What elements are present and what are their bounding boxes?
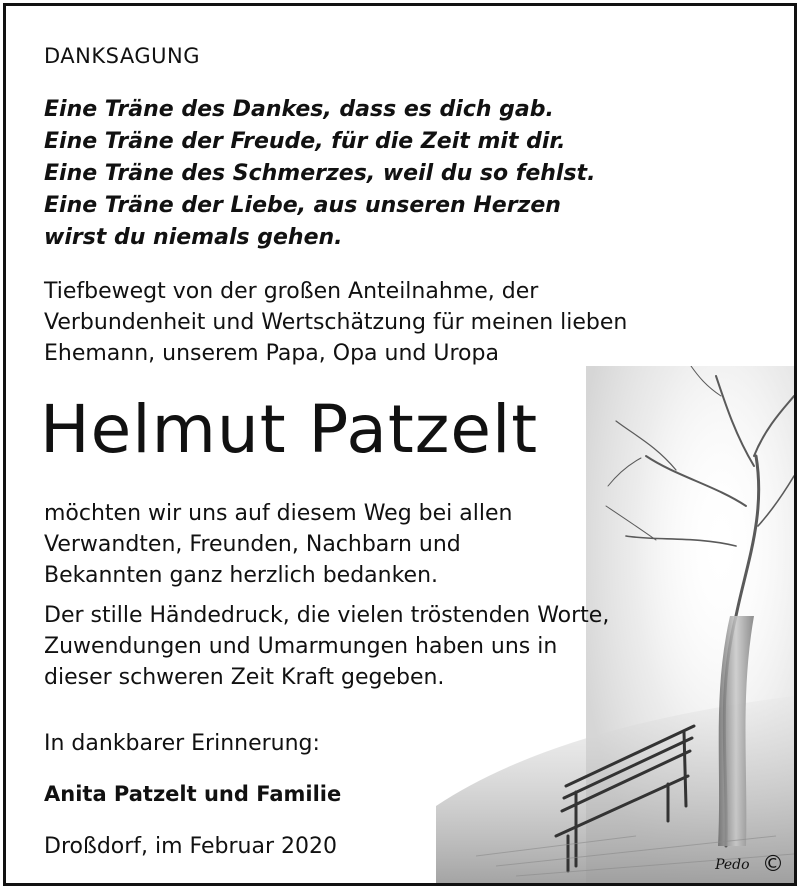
poem-line: Eine Träne des Schmerzes, weil du so fehlst. xyxy=(44,161,596,186)
comfort-line: Zuwendungen und Umarmungen haben uns in xyxy=(44,634,558,659)
poem-line: Eine Träne der Liebe, aus unseren Herzen xyxy=(44,193,561,218)
intro-line: Tiefbewegt von der großen Anteilnahme, der xyxy=(44,279,539,304)
thanks-line: Bekannten ganz herzlich bedanken. xyxy=(44,563,439,588)
thanks-line: möchten wir uns auf diesem Weg bei allen xyxy=(44,501,513,526)
place-date: Droßdorf, im Februar 2020 xyxy=(44,834,338,859)
signature: Anita Patzelt und Familie xyxy=(44,782,342,806)
intro-line: Verbundenheit und Wertschätzung für meinen lieben xyxy=(44,310,628,335)
thanks-paragraph xyxy=(44,498,512,591)
intro-paragraph xyxy=(44,276,627,369)
notice-heading: DANKSAGUNG xyxy=(44,44,200,68)
artist-signature: Pedo xyxy=(715,856,750,873)
comfort-line: Der stille Händedruck, die vielen tröstenden Worte, xyxy=(44,603,610,628)
remembrance-line: In dankbarer Erinnerung: xyxy=(44,731,320,756)
thanks-line: Verwandten, Freunden, Nachbarn und xyxy=(44,532,461,557)
poem xyxy=(44,94,595,254)
obituary-notice xyxy=(3,3,797,886)
poem-line: Eine Träne des Dankes, dass es dich gab. xyxy=(44,97,554,122)
comfort-line: dieser schweren Zeit Kraft gegeben. xyxy=(44,665,445,690)
intro-line: Ehemann, unserem Papa, Opa und Uropa xyxy=(44,341,499,366)
poem-line: wirst du niemals gehen. xyxy=(44,225,343,250)
comfort-paragraph xyxy=(44,600,609,693)
illustration-credit xyxy=(715,852,784,877)
copyright-icon: © xyxy=(762,852,784,877)
poem-line: Eine Träne der Freude, für die Zeit mit dir. xyxy=(44,129,566,154)
deceased-name: Helmut Patzelt xyxy=(40,391,539,468)
